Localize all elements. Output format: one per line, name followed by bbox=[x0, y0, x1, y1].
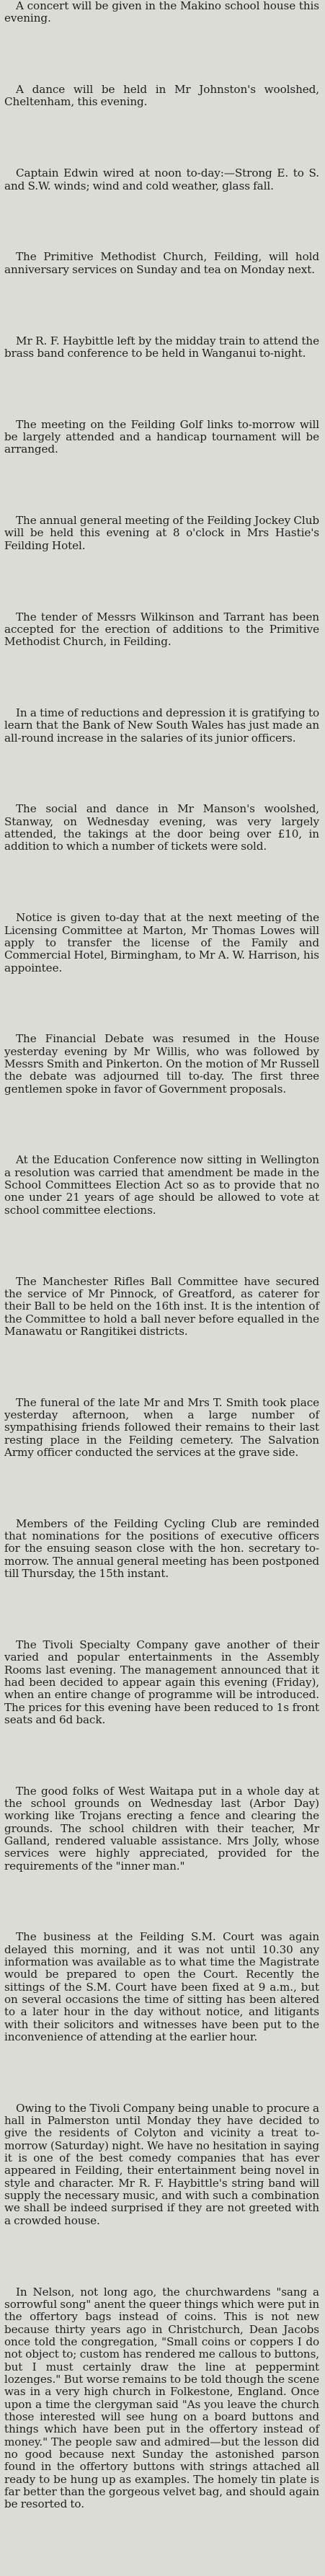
news-item-sm-court: The business at the Feilding S.M. Court was again delayed this morning, and it was not until 10.30 any information was available as to what time the Magistrate would be prepared to open the Court. Recently the sittings of the S.M. Court have been fixed at 9 a.m., but on several occasions the time of sitting has been altered to a later hour in the day without notice, and litigants with their solicitors and witnesses have been put to the inconvenience of attending at the earlier hour. bbox=[4, 1930, 319, 2044]
news-item-cycling-club: Members of the Feilding Cycling Club are reminded that nominations for the positions of executive officers for the ensuing season close with the hon. secretary to-morrow. The annual general meeting has been postponed till Thursday, the 15th instant. bbox=[4, 1516, 319, 1581]
news-item-offertory-bags: In Nelson, not long ago, the churchwardens "sang a sorrowful song" anent the queer things which were put in the offertory bags instead of coins. This is not new because thirty years ago in Christchurch, Dean Jacobs once told the congregation, "Small coins or coppers I do not object to; custom has rendered me callous to buttons, but I must certainly draw the line at peppermint lozenges." But worse remains to be told though the scene was in a very high church in Folkestone, England. Once upon a time the clergyman said "As you leave the church those interested will see hung on a board buttons and things which have been put in the offertory instead of money." The people saw and admired—but the lesson did no good because next Sunday the astonished parson found in the offertory buttons with strings attached all ready to be hung up as examples. The homely tin plate is far better than the gorgeous velvet bag, and should again be resorted to. bbox=[4, 2285, 319, 2511]
news-item-arbor-day: The good folks of West Waitapa put in a whole day at the school grounds on Wednesday last (Arbor Day) working like Trojans erecting a fence and clearing the grounds. The school children with their teacher, Mr Galland, rendered valuable assistance. Mrs Jolly, whose services were highly appreciated, provided for the requirements of the "inner man." bbox=[4, 1784, 319, 1873]
news-item-jockey-club: The annual general meeting of the Feilding Jockey Club will be held this evening at 8 o'clock in Mrs Hastie's Feilding Hotel. bbox=[4, 514, 319, 552]
news-item-education-conference: At the Education Conference now sitting in Wellington a resolution was carried that amendment be made in the School Committees Election Act so as to provide that no one under 21 years of age should be allowed to vote at school committee elections. bbox=[4, 1153, 319, 1217]
news-item-licensing-notice: Notice is given to-day that at the next meeting of the Licensing Committee at Marton, Mr Thomas Lowes will apply to transfer the license of the Family and Commercial Hotel, Birmingham, to Mr A. W. Harrison, his appointee. bbox=[4, 911, 319, 974]
news-item-golf-meeting: The meeting on the Feilding Golf links to-morrow will be largely attended and a handicap tournament will be arranged. bbox=[4, 417, 319, 456]
news-item-smith-funeral: The funeral of the late Mr and Mrs T. Smith took place yesterday afternoon, when a large number of sympathising friends followed their remains to their last resting place in the Feilding cemetery. The Salvation Army officer conducted the services at the grave side. bbox=[4, 1395, 319, 1459]
news-item-tivoli-company: The Tivoli Specialty Company gave another of their varied and popular entertainments in the Assembly Rooms last evening. The management announced that it had been decided to appear again this evening (Friday), when an entire change of programme will be introduced. The prices for this evening have been reduced to 1s front seats and 6d back. bbox=[4, 1638, 319, 1726]
news-item-makino-concert: A concert will be given in the Makino school house this evening. bbox=[4, 0, 319, 25]
news-item-financial-debate: The Financial Debate was resumed in the House yesterday evening by Mr Willis, who was followed by Messrs Smith and Pinkerton. On the motion of Mr Russell the debate was adjourned till to-day. The first three gentlemen spoke in favor of Government proposals. bbox=[4, 1032, 319, 1096]
news-item-cheltenham-dance: A dance will be held in Mr Johnston's woolshed, Cheltenham, this evening. bbox=[4, 83, 319, 109]
news-item-stanway-dance: The social and dance in Mr Manson's woolshed, Stanway, on Wednesday evening, was very largely attended, the takings at the door being over £10, in addition to which a number of tickets were sold. bbox=[4, 802, 319, 853]
news-item-bank-salaries: In a time of reductions and depression it is gratifying to learn that the Bank of New South Wales has just made an all-round increase in the salaries of its junior officers. bbox=[4, 706, 319, 745]
news-item-weather-report: Captain Edwin wired at noon to-day:—Strong E. to S. and S.W. winds; wind and cold weather, glass fall. bbox=[4, 166, 319, 192]
news-item-rifles-ball: The Manchester Rifles Ball Committee have secured the service of Mr Pinnock, of Greatford, as caterer for their Ball to be held on the 16th inst. It is the intention of the Committee to hold a ball never before equalled in the Manawatu or Rangitikei districts. bbox=[4, 1274, 319, 1338]
news-item-methodist-anniversary: The Primitive Methodist Church, Feilding, will hold anniversary services on Sunday and tea on Monday next. bbox=[4, 250, 319, 276]
news-item-colyton-entertainment: Owing to the Tivoli Company being unable to procure a hall in Palmerston until Monday they have decided to give the residents of Colyton and vicinity a treat to-morrow (Saturday) night. We have no hesitation in saying it is one of the best comedy companies that has ever appeared in Feilding, their entertainment being novel in style and character. Mr R. F. Haybittle's string band will supply the necessary music, and with such a combination we shall be indeed surprised if they are not greeted with a crowded house. bbox=[4, 2101, 319, 2227]
news-item-church-tender: The tender of Messrs Wilkinson and Tarrant has been accepted for the erection of additions to the Primitive Methodist Church, in Feilding. bbox=[4, 610, 319, 649]
news-item-band-conference: Mr R. F. Haybittle left by the midday train to attend the brass band conference to be held in Wanganui to-night. bbox=[4, 334, 319, 360]
